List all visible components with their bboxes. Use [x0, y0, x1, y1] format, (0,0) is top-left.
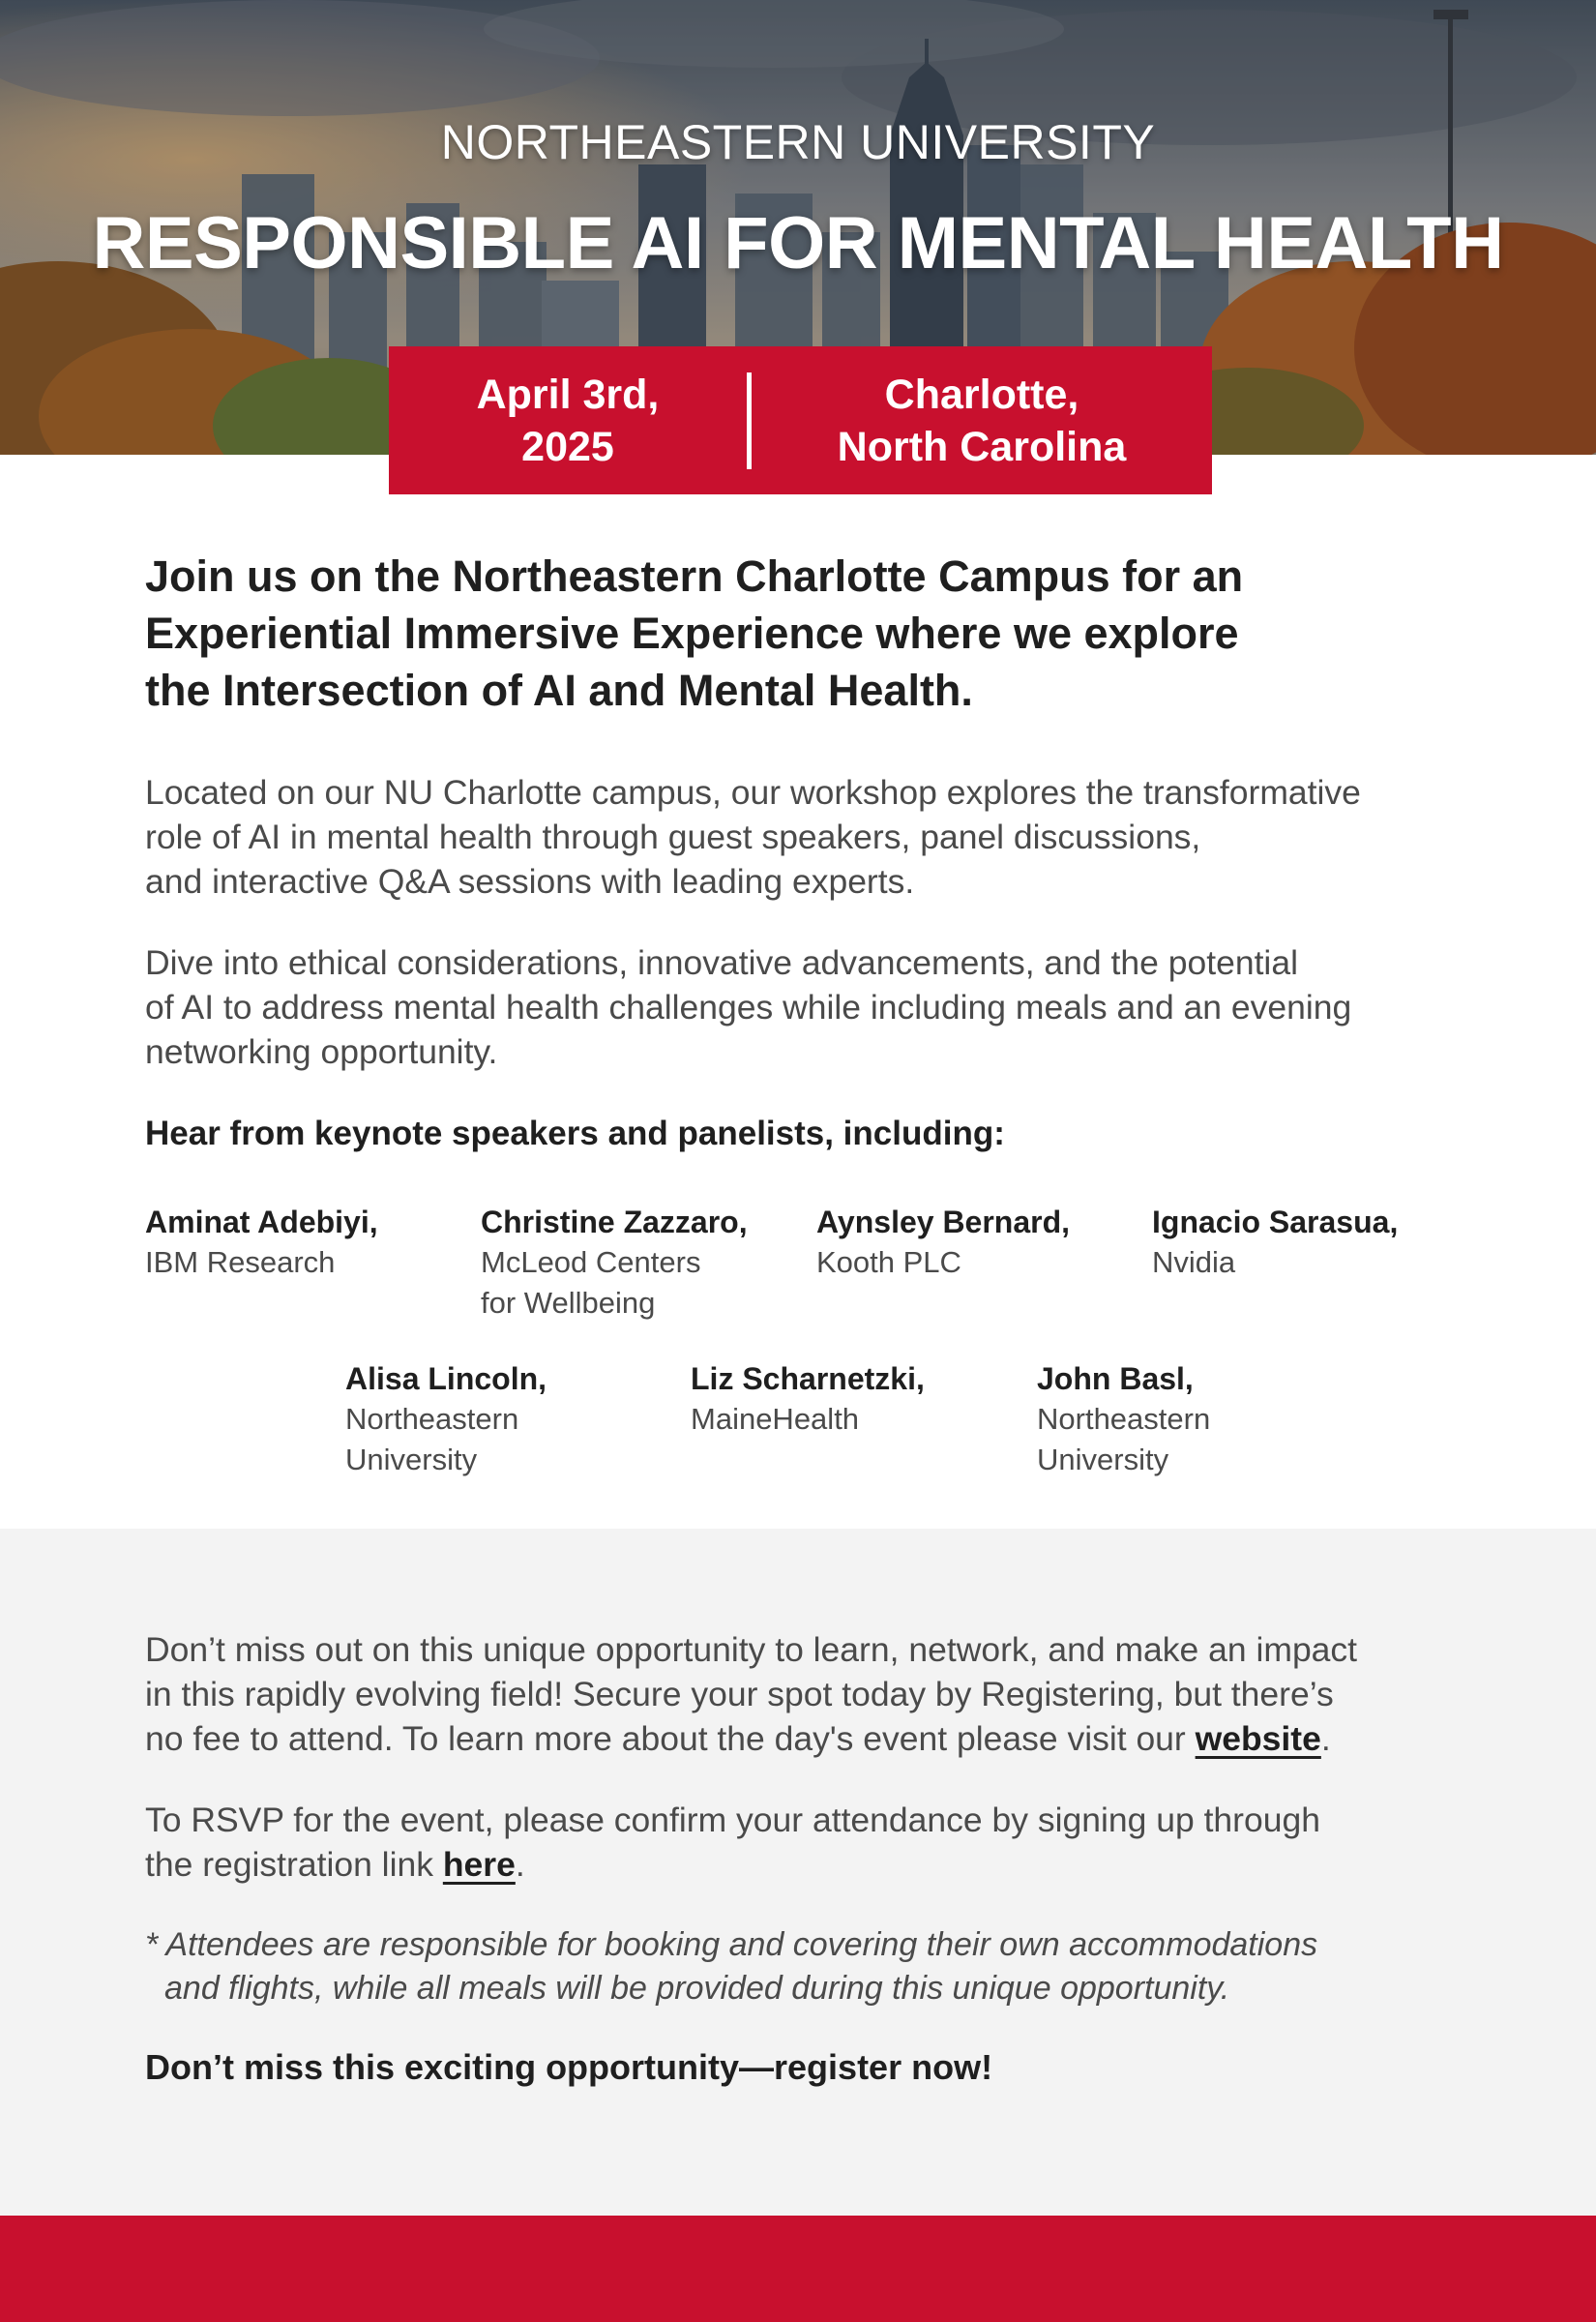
text-line [145, 1716, 1441, 1761]
speakers-heading: Hear from keynote speakers and panelists, including: [145, 1115, 1005, 1152]
accommodation-note [145, 1923, 1441, 2010]
description-paragraph-2 [145, 940, 1422, 1074]
speaker-name: Liz Scharnetzki, [691, 1361, 925, 1396]
university-name: NORTHEASTERN UNIVERSITY [440, 115, 1156, 169]
speaker-name: John Basl, [1037, 1361, 1194, 1396]
text-line: role of AI in mental health through guest speakers, panel discussions, [145, 818, 1201, 856]
text-line: * Attendees are responsible for booking and covering their own accommodations [145, 1926, 1318, 1963]
text-line: To RSVP for the event, please confirm your attendance by signing up through [145, 1801, 1320, 1839]
text-fragment: the registration link [145, 1845, 443, 1884]
speaker-card [481, 1202, 800, 1324]
event-location-line1: Charlotte, [884, 371, 1079, 418]
speaker-org: Nvidia [1152, 1245, 1236, 1279]
speaker-org: McLeod Centers for Wellbeing [481, 1245, 701, 1320]
text-line: Located on our NU Charlotte campus, our workshop explores the transformative [145, 773, 1361, 812]
speaker-name: Christine Zazzaro, [481, 1205, 748, 1239]
text-line: Don’t miss out on this unique opportunity to learn, network, and make an impact [145, 1630, 1358, 1669]
footer-bar [0, 2216, 1596, 2322]
text-fragment: no fee to attend. To learn more about the day's event please visit our [145, 1719, 1196, 1758]
text-line: and interactive Q&A sessions with leading experts. [145, 862, 915, 901]
website-link[interactable]: website [1195, 1719, 1321, 1758]
register-cta: Don’t miss this exciting opportunity—register now! [145, 2047, 993, 2087]
text-line: of AI to address mental health challenges while including meals and an evening [145, 988, 1352, 1027]
rsvp-paragraph [145, 1798, 1441, 1887]
event-date-line1: April 3rd, [476, 371, 660, 418]
text-fragment: . [1320, 1719, 1331, 1758]
speaker-card [145, 1202, 464, 1283]
event-date [389, 369, 747, 473]
speaker-org: IBM Research [145, 1245, 336, 1279]
event-title: RESPONSIBLE AI FOR MENTAL HEALTH [92, 202, 1504, 284]
text-line: Dive into ethical considerations, innovative advancements, and the potential [145, 943, 1298, 982]
speaker-name: Aynsley Bernard, [816, 1205, 1071, 1239]
text-line: and flights, while all meals will be provided during this unique opportunity. [164, 1970, 1230, 2007]
intro-heading [145, 548, 1354, 719]
speaker-org: MaineHealth [691, 1402, 860, 1436]
speaker-card [1152, 1202, 1471, 1283]
speaker-org: Northeastern University [345, 1402, 519, 1476]
event-location [752, 369, 1212, 473]
description-paragraph-1 [145, 770, 1422, 904]
speaker-name: Aminat Adebiyi, [145, 1205, 378, 1239]
text-fragment: . [515, 1845, 525, 1884]
intro-line: the Intersection of AI and Mental Health. [145, 666, 973, 715]
intro-line: Experiential Immersive Experience where we explore [145, 609, 1239, 658]
speaker-card [691, 1358, 1010, 1440]
event-date-line2: 2025 [521, 423, 614, 470]
speaker-org: Kooth PLC [816, 1245, 961, 1279]
speaker-card [345, 1358, 665, 1480]
text-line: in this rapidly evolving field! Secure your spot today by Registering, but there’s [145, 1675, 1334, 1713]
registration-paragraph [145, 1627, 1441, 1761]
intro-line: Join us on the Northeastern Charlotte Campus for an [145, 551, 1244, 601]
speaker-card [1037, 1358, 1356, 1480]
speaker-name: Ignacio Sarasua, [1152, 1205, 1399, 1239]
event-location-line2: North Carolina [837, 423, 1127, 470]
speaker-name: Alisa Lincoln, [345, 1361, 547, 1396]
text-line: networking opportunity. [145, 1032, 498, 1071]
speaker-org: Northeastern University [1037, 1402, 1211, 1476]
speaker-card [816, 1202, 1136, 1283]
registration-link[interactable]: here [442, 1845, 516, 1884]
text-line [145, 1842, 1441, 1887]
date-location-box [389, 346, 1212, 494]
